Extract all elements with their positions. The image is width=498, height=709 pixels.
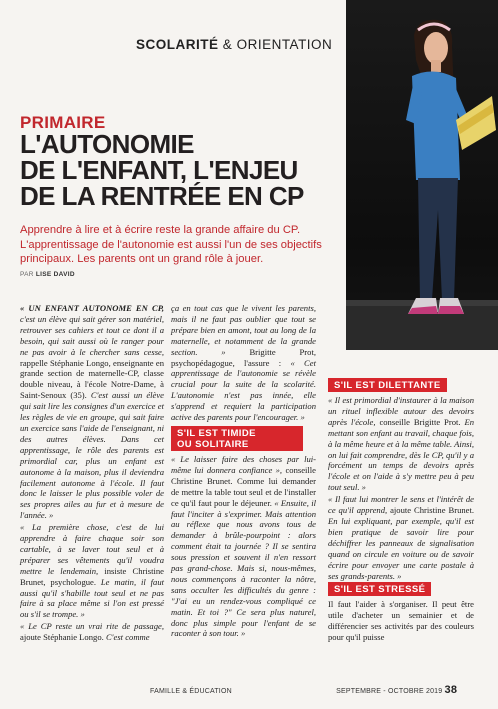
col3-paragraph-2 — [328, 494, 474, 581]
col2-quote-1: ça en tout cas que le vivent les parents, mais il ne faut pas oublier que tout se prépare bien en amont, tout au long de la maternelle, et notamment de la grande section. » — [171, 303, 316, 357]
col1-lead-in: « UN ENFANT AUTONOME EN CP, — [20, 303, 164, 313]
col2-paragraph-1 — [171, 303, 316, 423]
col1-paragraph-2 — [20, 522, 164, 620]
col1-quote-2: C'est aussi un élève qui sait lire les consignes d'un exercice et les règles de vie en groupe, qui sait faire un exercice sans l'aide de l'enseignant, ni des autres élèves. Dans cet apprentissage, le rôle des parents est primordial car, plus un enfant est autonome à la maison, plus il deviendra facilement autonome à l'école. Il faut donc le laisser le plus possible voler de ses propres ailes au fur et à mesure de l'année. » — [20, 390, 164, 521]
col3-paragraph-3: Il faut l'aider à s'organiser. Il peut être utile d'acheter un semainier et de différencier ses activités par des couleurs pour qu'il puisse — [328, 599, 474, 643]
girl-reading-illustration — [346, 0, 498, 350]
col2-quote-2: « Cet apprentissage de l'autonomie se révèle crucial pour la suite de la scolarité. L'autonomie n'est pas innée, elle s'apprend et requiert la participation active des parents pour l'encourager. » — [171, 357, 316, 423]
footer-issue: SEPTEMBRE - OCTOBRE 2019 — [336, 688, 443, 695]
text-column-2 — [171, 303, 316, 640]
box-stresse-heading: S'IL EST STRESSÉ — [328, 582, 431, 596]
section-label — [136, 37, 332, 52]
col1-quote-3: « La première chose, c'est de lui apprendre à faire chaque soir son cartable, à se laver tout seul et à préparer ses vêtements qu'il voudra mettre le lendemain, — [20, 522, 164, 576]
article-photo — [346, 0, 498, 350]
text-column-3 — [328, 378, 474, 644]
col3-attribution-1: conseille Brigitte Prot. — [379, 416, 461, 427]
col1-paragraph-1 — [20, 303, 164, 521]
col3-quote-1: « Il est primordial d'instaurer à la maison un rituel inflexible autour des devoirs après l'école, — [328, 395, 474, 427]
page-number: 38 — [444, 684, 458, 696]
headline-line-2: DE L'ENFANT, L'ENJEU — [20, 155, 298, 185]
article-kicker: PRIMAIRE — [20, 113, 106, 132]
article-headline — [20, 131, 350, 209]
headline-line-3: DE LA RENTRÉE EN CP — [20, 181, 304, 211]
section-label-amp: & — [222, 37, 233, 52]
byline-author: LISE DAVID — [35, 271, 75, 278]
box-timide-line-1: S'IL EST TIMIDE — [177, 427, 256, 439]
section-label-rest: ORIENTATION — [236, 37, 333, 52]
col2-attribution-1: Brigitte Prot, psychopédagogue, l'assure : — [171, 346, 316, 368]
section-label-bold: SCOLARITÉ — [136, 37, 219, 52]
box-timide-line-2: OU SOLITAIRE — [177, 438, 249, 450]
col3-quote-4: En lui expliquant, par exemple, qu'il est bien pratique de savoir lire pour déchiffrer les panneaux de signalisation quand on circule en voiture ou de savoir écrire pour envoyer une carte postale à ses grands-parents. » — [328, 515, 474, 581]
col1-attribution-1: rappelle Stéphanie Longo, enseignante en grande section de maternelle-CP, classe double niveau, à l'école Notre-Dame, à Saint-Senoux (35). — [20, 357, 164, 401]
col1-quote-4: Le matin, il faut aussi qu'il s'habille tout seul et ne pas faire à sa place même si l'on est pressé ou s'il se trompe. » — [20, 576, 164, 620]
col3-paragraph-1 — [328, 395, 474, 493]
byline-prefix: PAR — [20, 271, 34, 278]
box-timide — [171, 426, 316, 451]
col1-paragraph-3 — [20, 621, 164, 643]
headline-line-1: L'AUTONOMIE — [20, 129, 194, 159]
page-footer — [150, 684, 457, 696]
col2-paragraph-2 — [171, 454, 316, 639]
box-timide-heading — [171, 426, 303, 451]
col1-quote-5: « Le CP reste un vrai rite de passage, — [20, 621, 164, 632]
col1-quote-1: c'est un élève qui sait gérer son matériel, retrouver ses cahiers et tout ce dont il a besoin, qui sait aussi où le ranger pour ne pas avoir à le chercher sans cesse, — [20, 313, 164, 357]
col3-attribution-2: ajoute Christine Brunet. — [390, 505, 475, 516]
box-stresse — [328, 582, 474, 596]
col2-quote-3: « Le laisser faire des choses par lui-même lui donnera confiance », — [171, 453, 316, 475]
col1-quote-6: C'est comme — [105, 632, 150, 643]
text-column-1 — [20, 303, 164, 644]
footer-magazine: FAMILLE & ÉDUCATION — [150, 688, 232, 695]
box-dilettante-heading: S'IL EST DILETTANTE — [328, 378, 447, 392]
col2-quote-4: « Ensuite, il faut l'inciter à s'exprimer. Mais attention au réflexe que nous avons tous de demander à brûle-pourpoint : alors comment était ta journée ? Il se sentira sous pression et souvent il n'en ressort pas grand-chose. Mais si, nous-mêmes, nous commençons à raconter la nôtre, sans occulter les difficultés du genre : "J'ai eu un rendez-vous compliqué ce matin. Et toi ?" Ce sera plus naturel, donc plus simple pour l'enfant de se raconter à son tour. » — [171, 497, 316, 639]
col1-attribution-2: insiste Christine Brunet, psychologue. — [20, 565, 164, 587]
col3-quote-3: « Il faut lui montrer le sens et l'intérêt de ce qu'il apprend, — [328, 494, 474, 516]
byline — [20, 271, 75, 278]
col1-attribution-3: ajoute Stéphanie Longo. — [20, 632, 104, 643]
article-lead: Apprendre à lire et à écrire reste la grande affaire du CP. L'apprentissage de l'autonomie est aussi l'un de ses objectifs principaux. Les parents ont un grand rôle à jouer. — [20, 224, 322, 266]
box-dilettante — [328, 378, 474, 392]
col2-attribution-2: conseille Christine Brunet. Comme lui demander de mettre la table tout seul et de l'installer ce qu'il faut pour le déjeuner. — [171, 464, 316, 508]
col3-quote-2: En mettant son enfant au travail, chaque fois, à la même heure et à la même table. Ainsi, on lui fait comprendre, dès le CP, qu'il y a forcément un temps de devoirs après l'école et on l'aide à s'y mettre peu à peu tout seul. » — [328, 416, 475, 493]
